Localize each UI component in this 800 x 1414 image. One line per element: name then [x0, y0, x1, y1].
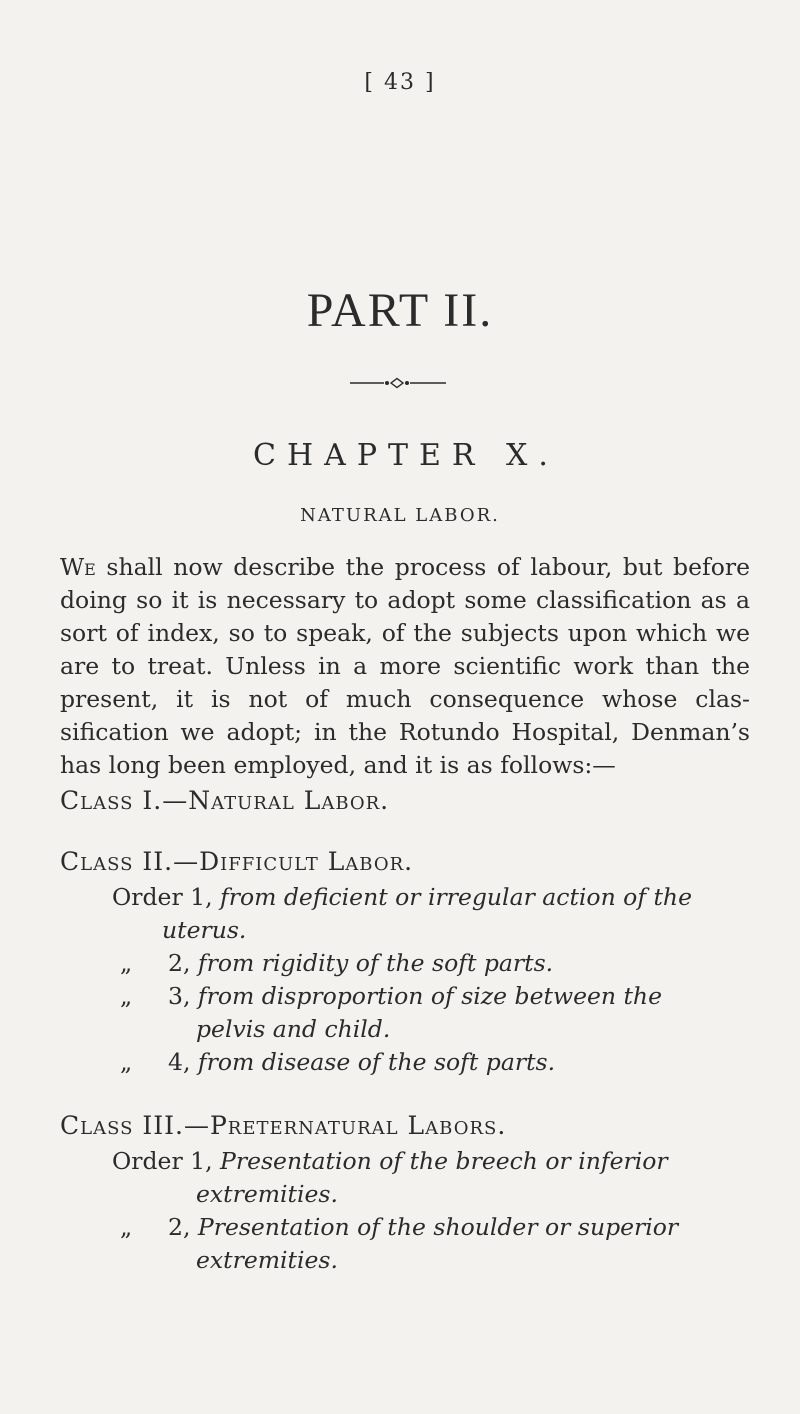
ditto-mark: „ — [120, 982, 133, 1010]
order-lead: Order 1, — [112, 1147, 213, 1175]
order-item — [112, 1145, 772, 1211]
order-desc: from rigidity of the soft parts. — [190, 949, 554, 977]
order-number: 2, — [168, 949, 191, 977]
order-lead: Order 1, — [112, 883, 213, 911]
intro-text: shall now describe the process of labour, but before doing so it is necessary to adopt some classification as a sort of index, so to speak, of the subjects upon which we are to treat. Unless in a more scientific work than the present, it is not of much consequence whose clas-sification we adopt; in the Rotundo Hospital, Denman’s has long been employed, and it is as follows:— — [60, 553, 750, 779]
ditto-mark: „ — [120, 1048, 133, 1076]
order-item — [112, 1211, 772, 1277]
order-item — [112, 947, 772, 980]
order-item — [112, 881, 772, 947]
class-heading-1: Class I.—Natural Labor. — [60, 786, 390, 815]
order-desc: from disease of the soft parts. — [190, 1048, 556, 1076]
intro-paragraph — [60, 551, 750, 782]
order-desc: from deficient or irregular action of the — [212, 883, 692, 911]
order-desc-continued: extremities. — [196, 1180, 338, 1208]
part-title: PART II. — [306, 284, 494, 337]
order-item — [112, 1046, 772, 1079]
order-desc: from disproportion of size between the — [190, 982, 662, 1010]
order-item — [112, 980, 772, 1046]
order-number: 4, — [168, 1048, 191, 1076]
chapter-subtitle: NATURAL LABOR. — [300, 505, 500, 526]
divider-ornament — [350, 376, 446, 390]
class-heading-3: Class III.—Preternatural Labors. — [60, 1111, 507, 1140]
order-desc: Presentation of the breech or inferior — [212, 1147, 668, 1175]
order-desc-continued: pelvis and child. — [196, 1015, 391, 1043]
ditto-mark: „ — [120, 1213, 133, 1241]
order-desc-continued: extremities. — [196, 1246, 338, 1274]
ditto-mark: „ — [120, 949, 133, 977]
order-desc: Presentation of the shoulder or superior — [190, 1213, 679, 1241]
page-number: [ 43 ] — [364, 70, 436, 95]
chapter-title: CHAPTER X. — [253, 438, 559, 473]
intro-first-word: We — [60, 553, 96, 581]
order-desc-continued: uterus. — [162, 916, 247, 944]
order-number: 2, — [168, 1213, 191, 1241]
order-number: 3, — [168, 982, 191, 1010]
class-heading-2: Class II.—Difficult Labor. — [60, 847, 414, 876]
